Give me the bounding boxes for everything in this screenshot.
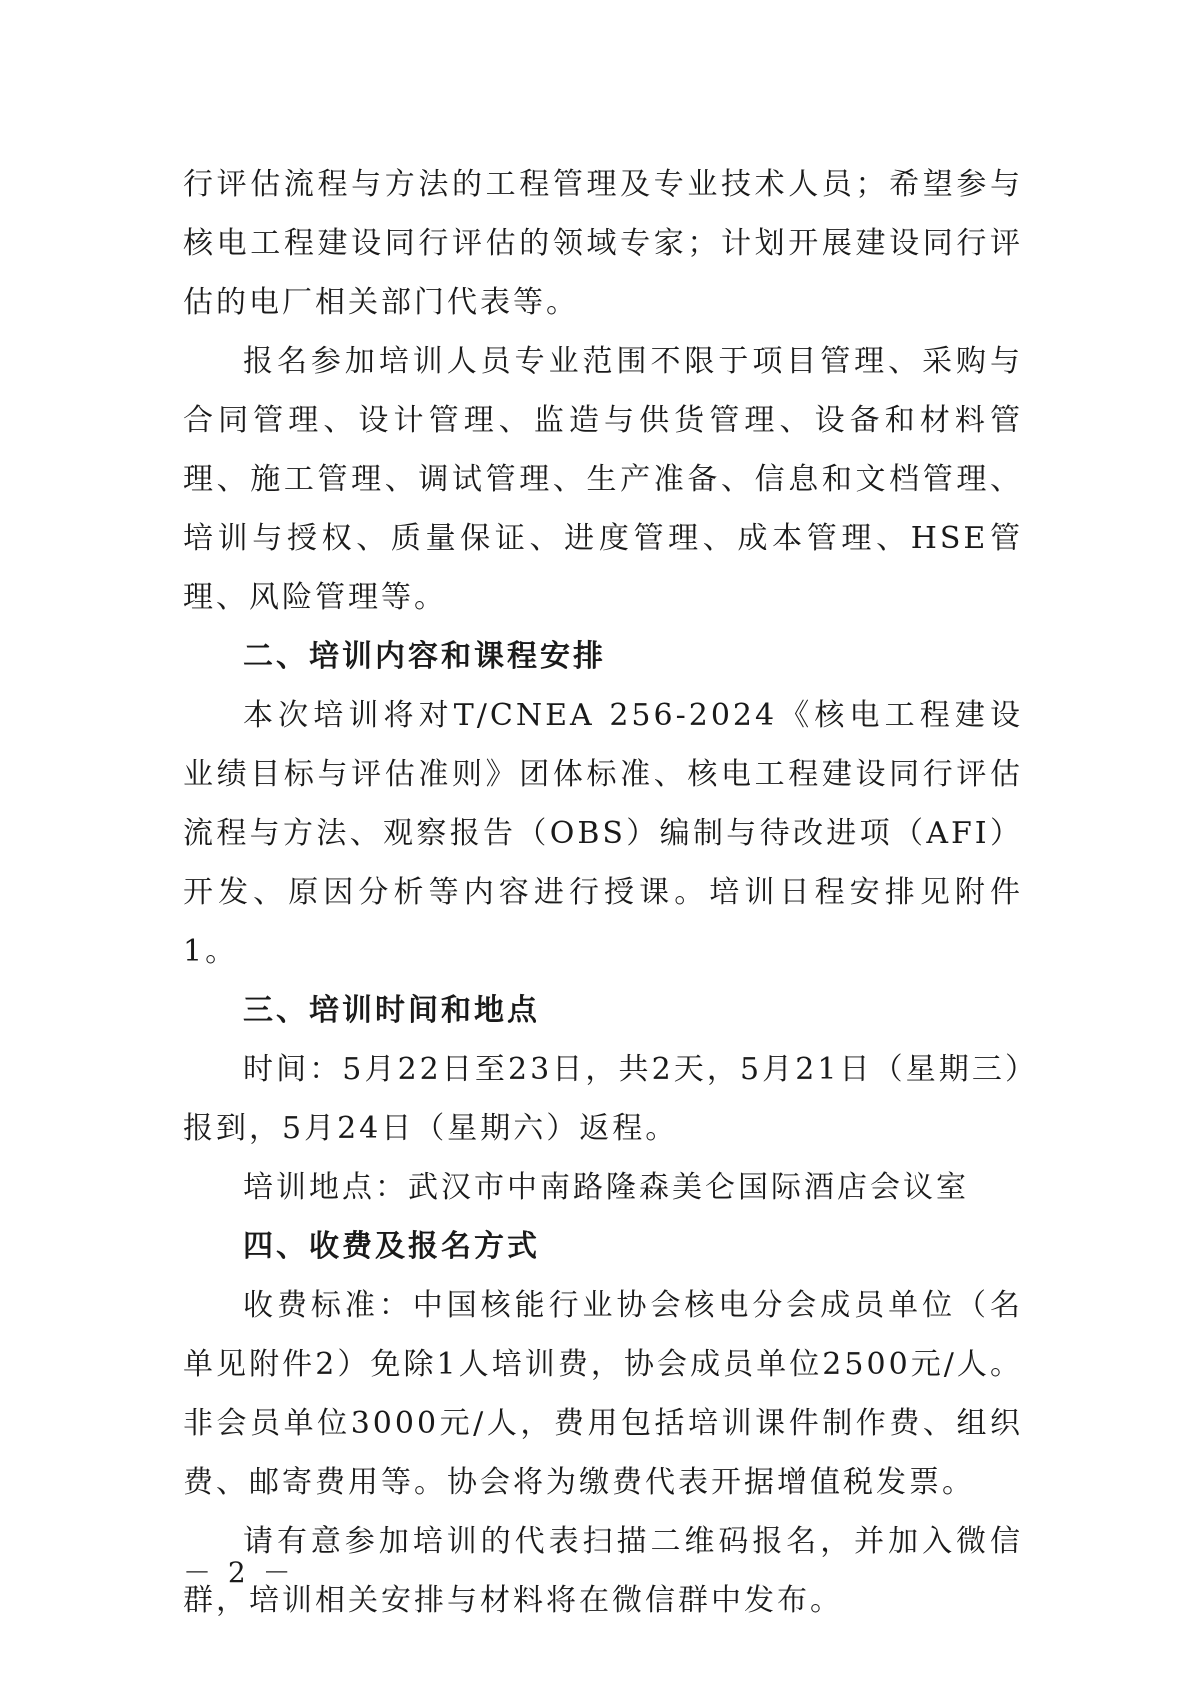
paragraph-training-time: 时间：5月22日至23日，共2天，5月21日（星期三）报到，5月24日（星期六）返程。	[183, 1052, 1023, 1146]
heading-training-content: 二、培训内容和课程安排	[243, 639, 606, 674]
document-body	[183, 155, 1023, 1630]
paragraph-target-audience: 行评估流程与方法的工程管理及专业技术人员；希望参与核电工程建设同行评估的领域专家；计划开展建设同行评估的电厂相关部门代表等。	[183, 167, 1023, 320]
heading-fees-registration: 四、收费及报名方式	[243, 1229, 540, 1264]
paragraph-training-content: 本次培训将对T/CNEA 256-2024《核电工程建设业绩目标与评估准则》团体标准、核电工程建设同行评估流程与方法、观察报告（OBS）编制与待改进项（AFI）开发、原因分析等内容进行授课。培训日程安排见附件1。	[183, 698, 1023, 969]
paragraph-training-location: 培训地点：武汉市中南路隆森美仑国际酒店会议室	[243, 1170, 969, 1205]
paragraph-fee-standard: 收费标准：中国核能行业协会核电分会成员单位（名单见附件2）免除1人培训费，协会成员单位2500元/人。非会员单位3000元/人，费用包括培训课件制作费、组织费、邮寄费用等。协会将为缴费代表开据增值税发票。	[183, 1288, 1023, 1500]
heading-time-location: 三、培训时间和地点	[243, 993, 540, 1028]
paragraph-registration-method: 请有意参加培训的代表扫描二维码报名，并加入微信群，培训相关安排与材料将在微信群中发布。	[183, 1524, 1023, 1618]
paragraph-professional-scope: 报名参加培训人员专业范围不限于项目管理、采购与合同管理、设计管理、监造与供货管理、设备和材料管理、施工管理、调试管理、生产准备、信息和文档管理、培训与授权、质量保证、进度管理、成本管理、HSE管理、风险管理等。	[183, 344, 1023, 615]
page-number: － 2 －	[183, 1556, 295, 1589]
